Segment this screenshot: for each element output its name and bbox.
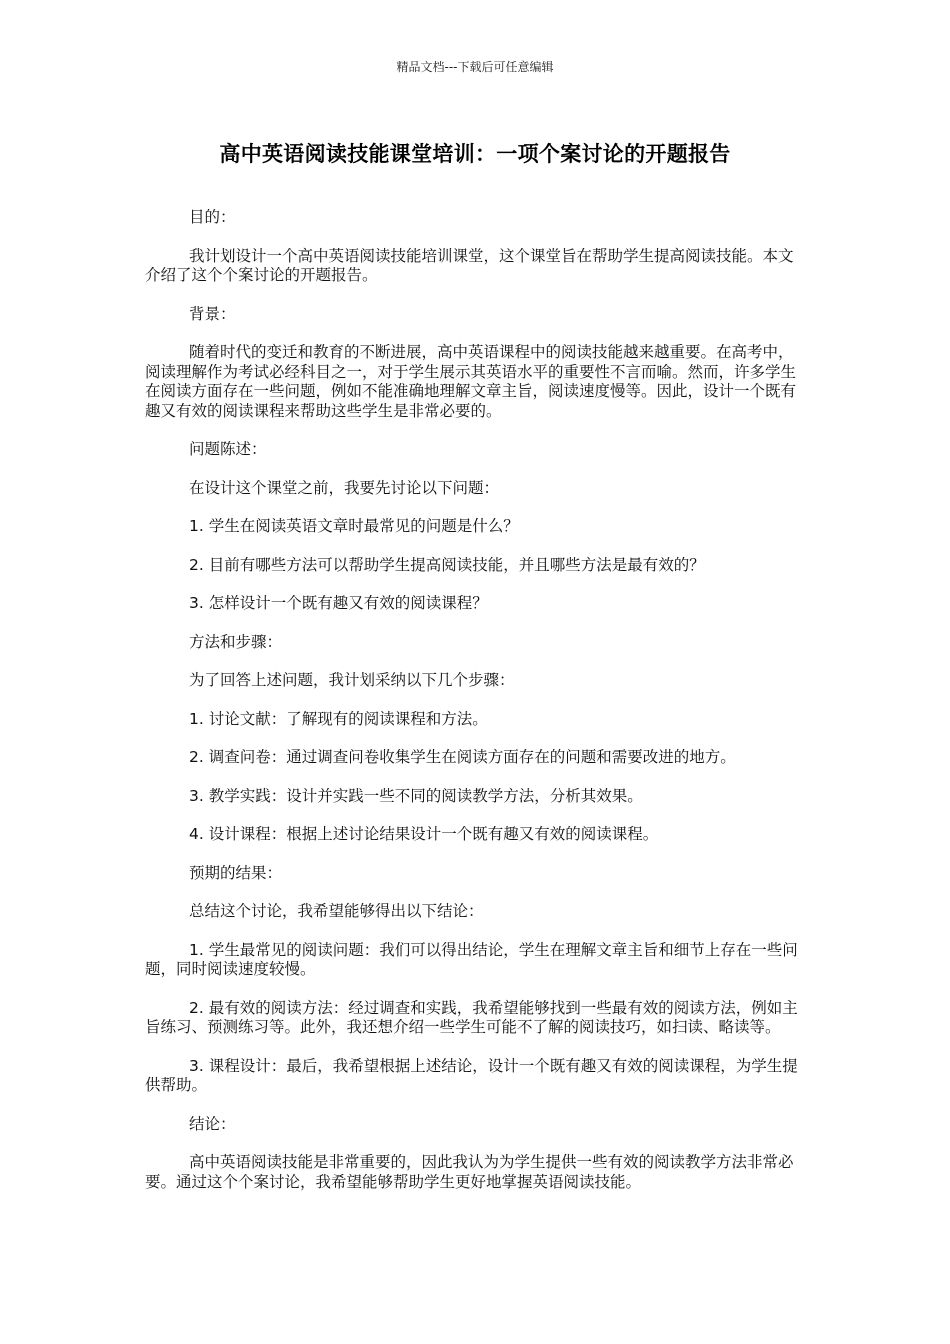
document-title: 高中英语阅读技能课堂培训：一项个案讨论的开题报告 — [219, 142, 731, 166]
paragraph-background: 随着时代的变迁和教育的不断进展，高中英语课程中的阅读技能越来越重要。在高考中，阅读理解作为考试必经科目之一，对于学生展示其英语水平的重要性不言而喻。然而，许多学生在阅读方面存在一些问题，例如不能准确地理解文章主旨，阅读速度慢等。因此，设计一个既有趣又有效的阅读课程来帮助这些学生是非常必要的。 — [145, 343, 797, 420]
section-heading-methods: 方法和步骤： — [189, 632, 283, 651]
list-item-step-4: 4. 设计课程：根据上述讨论结果设计一个既有趣又有效的阅读课程。 — [189, 825, 659, 843]
section-heading-purpose: 目的： — [189, 208, 236, 226]
paragraph-purpose: 我计划设计一个高中英语阅读技能培训课堂，这个课堂旨在帮助学生提高阅读技能。本文介绍了这个个案讨论的开题报告。 — [145, 246, 794, 284]
section-heading-background: 背景： — [189, 304, 236, 323]
list-item-step-2: 2. 调查问卷：通过调查问卷收集学生在阅读方面存在的问题和需要改进的地方。 — [189, 748, 736, 766]
section-heading-expected: 预期的结果： — [189, 863, 283, 882]
paragraph-conclusion: 高中英语阅读技能是非常重要的，因此我认为为学生提供一些有效的阅读教学方法非常必要。通过这个个案讨论，我希望能够帮助学生更好地掌握英语阅读技能。 — [145, 1153, 794, 1191]
document-body — [145, 208, 807, 1211]
list-item-step-3: 3. 教学实践：设计并实践一些不同的阅读教学方法，分析其效果。 — [189, 786, 643, 805]
list-item-question-3: 3. 怎样设计一个既有趣又有效的阅读课程？ — [189, 594, 488, 612]
paragraph-methods-intro: 为了回答上述问题，我计划采纳以下几个步骤： — [189, 671, 515, 689]
section-heading-problem: 问题陈述： — [189, 440, 267, 458]
list-item-result-1: 1. 学生最常见的阅读问题：我们可以得出结论，学生在理解文章主旨和细节上存在一些问题，同时阅读速度较慢。 — [145, 940, 798, 978]
list-item-result-3: 3. 课程设计：最后，我希望根据上述结论，设计一个既有趣又有效的阅读课程，为学生提供帮助。 — [145, 1056, 798, 1094]
page-header-watermark: 精品文档---下载后可任意编辑 — [396, 60, 554, 74]
list-item-question-1: 1. 学生在阅读英语文章时最常见的问题是什么？ — [189, 517, 519, 535]
list-item-result-2: 2. 最有效的阅读方法：经过调查和实践，我希望能够找到一些最有效的阅读方法，例如主旨练习、预测练习等。此外，我还想介绍一些学生可能不了解的阅读技巧，如扫读、略读等。 — [145, 998, 798, 1036]
list-item-step-1: 1. 讨论文献：了解现有的阅读课程和方法。 — [189, 709, 488, 728]
paragraph-expected-intro: 总结这个讨论，我希望能够得出以下结论： — [189, 902, 484, 920]
paragraph-problem-intro: 在设计这个课堂之前，我要先讨论以下问题： — [189, 478, 500, 497]
list-item-question-2: 2. 目前有哪些方法可以帮助学生提高阅读技能，并且哪些方法是最有效的？ — [189, 555, 705, 574]
section-heading-conclusion: 结论： — [189, 1114, 236, 1133]
